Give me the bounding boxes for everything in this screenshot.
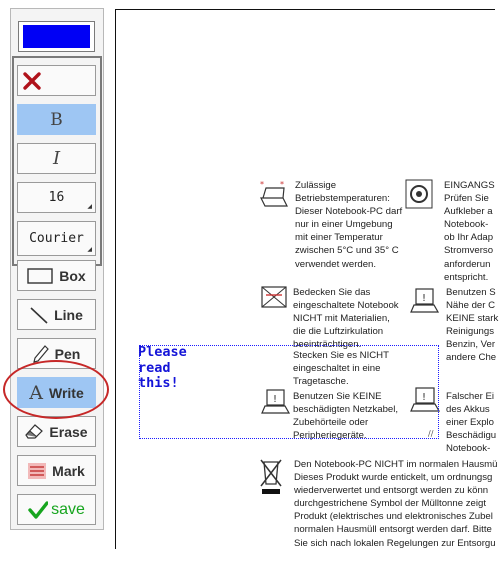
italic-label: I — [52, 148, 61, 169]
text-line: read — [138, 359, 171, 376]
text-block-chemicals — [446, 286, 498, 365]
chemicals-warning-icon — [410, 285, 440, 315]
highlight-lines-icon — [28, 463, 46, 479]
box-tool-button[interactable] — [17, 260, 96, 291]
text-line: die die Luftzirkulation — [293, 326, 384, 338]
bold-label: B — [50, 109, 63, 130]
pen-tool-label: Pen — [54, 345, 81, 362]
save-label: save — [51, 500, 85, 518]
annotation-toolbar — [10, 8, 104, 530]
resize-handle-icon[interactable]: ∕∕ — [428, 429, 434, 438]
text-line: andere Che — [446, 352, 497, 364]
text-line: Bedecken Sie das — [293, 287, 371, 298]
line-tool-button[interactable] — [17, 299, 96, 330]
svg-text:*: * — [260, 180, 264, 189]
delete-button[interactable] — [17, 65, 96, 96]
text-line: NICHT mit Materialien, — [293, 313, 390, 325]
text-block-cover — [293, 286, 399, 351]
text-block-temperature — [295, 179, 402, 271]
erase-tool-label: Erase — [49, 423, 88, 440]
svg-text:!: ! — [273, 394, 278, 405]
text-line: anforderun — [444, 258, 491, 270]
text-line: Dieser Notebook-PC darf — [295, 206, 403, 218]
text-line: des Akkus — [446, 404, 490, 416]
font-family-value: Courier — [29, 231, 84, 246]
text-line: Tragetasche. — [293, 376, 349, 388]
text-line: eingeschaltete Notebook — [293, 300, 399, 312]
font-family-select[interactable] — [17, 221, 96, 256]
write-tool-highlight-circle — [3, 360, 109, 419]
covered-notebook-icon — [260, 285, 290, 311]
text-line: Beschädigu — [446, 430, 497, 442]
text-line: beeinträchtigen. — [293, 339, 362, 351]
text-line: EINGANGS — [444, 180, 495, 191]
text-line: this! — [138, 375, 179, 391]
text-line: zwischen 5°C und 35° C — [295, 245, 399, 257]
text-line: durchgestrichene Symbol der Mülltonne zeigt — [294, 498, 486, 510]
bold-button[interactable] — [17, 104, 96, 135]
document-border-left — [115, 9, 116, 549]
text-block-disposal — [294, 458, 498, 550]
text-line: Aufkleber a — [444, 206, 493, 218]
text-line: KEINE stark — [446, 313, 499, 325]
text-line: Sie sich nach lokalen Regelungen zur Entsorgu — [294, 537, 496, 549]
text-line: entspricht. — [444, 271, 489, 283]
text-line: nur in einer Umgebung — [295, 219, 393, 231]
power-input-icon — [404, 178, 434, 210]
close-x-icon — [22, 71, 42, 91]
font-size-select[interactable] — [17, 182, 96, 213]
text-line: Stromverso — [444, 245, 494, 257]
text-line: Benutzen Sie KEINE — [293, 391, 382, 402]
svg-text:*: * — [280, 180, 284, 189]
font-size-value: 16 — [48, 190, 65, 205]
annotation-text[interactable] — [138, 345, 187, 392]
color-picker-button[interactable] — [18, 21, 95, 52]
text-line: Notebook- — [444, 219, 489, 231]
text-line: Notebook- — [446, 443, 491, 455]
mark-tool-button[interactable] — [17, 455, 96, 486]
text-line: Zulässige — [295, 180, 337, 191]
rectangle-icon — [27, 268, 53, 284]
text-line: Dieses Produkt wurde entickelt, um ordnungsg — [294, 472, 493, 484]
text-line: Please — [138, 344, 187, 360]
mark-tool-label: Mark — [52, 462, 85, 479]
dropdown-corner-icon: ◢ — [87, 203, 92, 210]
text-line: Betriebstemperaturen: — [295, 193, 390, 205]
dropdown-corner-icon: ◢ — [87, 246, 92, 253]
line-tool-label: Line — [54, 306, 83, 323]
text-line: Benzin, Ver — [446, 339, 496, 351]
document-border-top — [115, 9, 495, 10]
text-block-input — [444, 179, 495, 284]
text-line: Falscher Ei — [446, 391, 494, 402]
write-tool-label: Write — [48, 384, 84, 401]
text-line: verwendet werden. — [295, 258, 377, 270]
text-line: ob Ihr Adap — [444, 232, 494, 244]
text-line: einer Explo — [446, 417, 494, 429]
text-line: eingeschaltet in eine — [293, 363, 381, 375]
text-line: Peripheriegeräte. — [293, 430, 367, 442]
save-button[interactable] — [17, 494, 96, 525]
text-line: Benutzen S — [446, 287, 496, 298]
crossed-bin-icon — [258, 456, 284, 496]
text-line: mit einer Temperatur — [295, 232, 383, 244]
text-line: beschädigten Netzkabel, — [293, 404, 399, 416]
diagonal-line-icon — [30, 306, 48, 324]
text-line: Nähe der C — [446, 300, 496, 312]
erase-tool-button[interactable] — [17, 416, 96, 447]
italic-button[interactable] — [17, 143, 96, 174]
checkmark-icon — [28, 501, 48, 519]
text-a-icon: A — [29, 381, 43, 404]
text-line: Stecken Sie es NICHT — [293, 350, 389, 361]
text-line: Den Notebook-PC NICHT im normalen Hausmü — [294, 459, 498, 470]
selected-color-swatch — [23, 25, 90, 48]
eraser-icon — [25, 424, 43, 440]
text-line: Reinigungs — [446, 326, 495, 338]
text-line: wiederverwertet und entsorgt werden zu könn — [294, 485, 489, 497]
svg-text:!: ! — [422, 293, 427, 304]
temperature-warning-icon — [258, 180, 290, 210]
svg-text:!: ! — [422, 392, 427, 403]
text-line: normalen Hausmüll entsorgt werden darf. Bitte — [294, 524, 492, 536]
text-block-battery — [446, 390, 496, 455]
text-line: Zubehörteile oder — [293, 417, 369, 429]
text-line: Produkt (elektrisches und elektronisches Zubel — [294, 511, 493, 523]
text-line: Prüfen Sie — [444, 193, 489, 205]
box-tool-label: Box — [59, 267, 86, 284]
